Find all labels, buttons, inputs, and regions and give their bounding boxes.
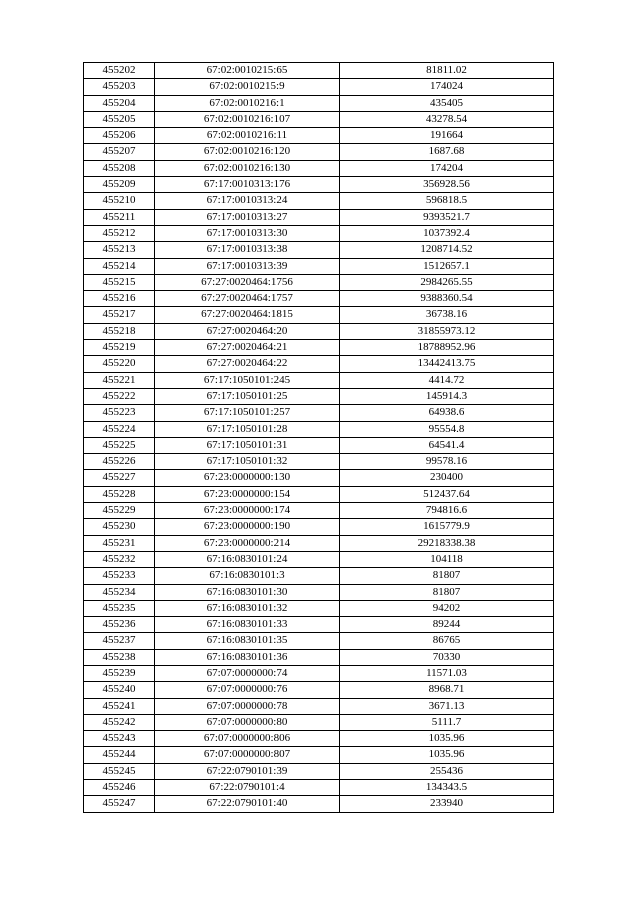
cadastral-number-cell: 67:17:0010313:30 <box>155 225 340 241</box>
table-row <box>84 274 554 290</box>
table-row <box>84 421 554 437</box>
cadastral-number-cell: 67:02:0010216:1 <box>155 95 340 111</box>
row-number-cell: 455212 <box>84 225 155 241</box>
table-row <box>84 796 554 812</box>
row-number-cell: 455222 <box>84 388 155 404</box>
value-cell: 99578.16 <box>340 454 554 470</box>
cadastral-number-cell: 67:22:0790101:39 <box>155 763 340 779</box>
cadastral-number-cell: 67:17:0010313:176 <box>155 177 340 193</box>
cadastral-number-cell: 67:02:0010216:130 <box>155 160 340 176</box>
row-number-cell: 455236 <box>84 617 155 633</box>
row-number-cell: 455226 <box>84 454 155 470</box>
value-cell: 794816.6 <box>340 503 554 519</box>
table-row <box>84 160 554 176</box>
cadastral-number-cell: 67:02:0010215:65 <box>155 63 340 79</box>
table-row <box>84 682 554 698</box>
value-cell: 1512657.1 <box>340 258 554 274</box>
table-row <box>84 291 554 307</box>
cadastral-number-cell: 67:16:0830101:33 <box>155 617 340 633</box>
table-row <box>84 568 554 584</box>
row-number-cell: 455213 <box>84 242 155 258</box>
value-cell: 86765 <box>340 633 554 649</box>
row-number-cell: 455247 <box>84 796 155 812</box>
cadastral-number-cell: 67:07:0000000:80 <box>155 714 340 730</box>
table-row <box>84 111 554 127</box>
row-number-cell: 455230 <box>84 519 155 535</box>
table-row <box>84 763 554 779</box>
table-row <box>84 486 554 502</box>
table-row <box>84 617 554 633</box>
value-cell: 3671.13 <box>340 698 554 714</box>
value-cell: 233940 <box>340 796 554 812</box>
value-cell: 64938.6 <box>340 405 554 421</box>
table-row <box>84 307 554 323</box>
table-row <box>84 258 554 274</box>
table-row <box>84 388 554 404</box>
row-number-cell: 455214 <box>84 258 155 274</box>
cadastral-number-cell: 67:02:0010216:120 <box>155 144 340 160</box>
table-row <box>84 372 554 388</box>
row-number-cell: 455232 <box>84 551 155 567</box>
row-number-cell: 455215 <box>84 274 155 290</box>
value-cell: 95554.8 <box>340 421 554 437</box>
cadastral-number-cell: 67:27:0020464:20 <box>155 323 340 339</box>
value-cell: 134343.5 <box>340 780 554 796</box>
value-cell: 81807 <box>340 568 554 584</box>
value-cell: 9393521.7 <box>340 209 554 225</box>
value-cell: 36738.16 <box>340 307 554 323</box>
table-row <box>84 242 554 258</box>
value-cell: 1037392.4 <box>340 225 554 241</box>
cadastral-number-cell: 67:17:1050101:257 <box>155 405 340 421</box>
value-cell: 31855973.12 <box>340 323 554 339</box>
row-number-cell: 455246 <box>84 780 155 796</box>
row-number-cell: 455240 <box>84 682 155 698</box>
cadastral-number-cell: 67:17:1050101:28 <box>155 421 340 437</box>
cadastral-number-cell: 67:16:0830101:35 <box>155 633 340 649</box>
row-number-cell: 455210 <box>84 193 155 209</box>
value-cell: 1035.96 <box>340 731 554 747</box>
cadastral-number-cell: 67:17:1050101:245 <box>155 372 340 388</box>
cadastral-number-cell: 67:22:0790101:4 <box>155 780 340 796</box>
row-number-cell: 455237 <box>84 633 155 649</box>
row-number-cell: 455225 <box>84 437 155 453</box>
cadastral-number-cell: 67:16:0830101:32 <box>155 600 340 616</box>
cadastral-number-cell: 67:23:0000000:214 <box>155 535 340 551</box>
value-cell: 512437.64 <box>340 486 554 502</box>
value-cell: 94202 <box>340 600 554 616</box>
cadastral-number-cell: 67:16:0830101:24 <box>155 551 340 567</box>
row-number-cell: 455217 <box>84 307 155 323</box>
table-body <box>84 63 554 813</box>
value-cell: 145914.3 <box>340 388 554 404</box>
table-row <box>84 714 554 730</box>
cadastral-number-cell: 67:22:0790101:40 <box>155 796 340 812</box>
value-cell: 191664 <box>340 128 554 144</box>
cadastral-number-cell: 67:23:0000000:130 <box>155 470 340 486</box>
value-cell: 1687.68 <box>340 144 554 160</box>
table-row <box>84 95 554 111</box>
row-number-cell: 455231 <box>84 535 155 551</box>
row-number-cell: 455205 <box>84 111 155 127</box>
row-number-cell: 455207 <box>84 144 155 160</box>
row-number-cell: 455227 <box>84 470 155 486</box>
table-row <box>84 128 554 144</box>
value-cell: 43278.54 <box>340 111 554 127</box>
cadastral-number-cell: 67:02:0010215:9 <box>155 79 340 95</box>
value-cell: 104118 <box>340 551 554 567</box>
value-cell: 11571.03 <box>340 665 554 681</box>
row-number-cell: 455208 <box>84 160 155 176</box>
cadastral-number-cell: 67:07:0000000:74 <box>155 665 340 681</box>
value-cell: 13442413.75 <box>340 356 554 372</box>
cadastral-number-cell: 67:16:0830101:30 <box>155 584 340 600</box>
table-row <box>84 79 554 95</box>
table-row <box>84 535 554 551</box>
value-cell: 174024 <box>340 79 554 95</box>
row-number-cell: 455206 <box>84 128 155 144</box>
table-row <box>84 584 554 600</box>
value-cell: 4414.72 <box>340 372 554 388</box>
value-cell: 29218338.38 <box>340 535 554 551</box>
cadastral-number-cell: 67:16:0830101:3 <box>155 568 340 584</box>
table-row <box>84 209 554 225</box>
table-row <box>84 193 554 209</box>
value-cell: 8968.71 <box>340 682 554 698</box>
value-cell: 70330 <box>340 649 554 665</box>
row-number-cell: 455219 <box>84 340 155 356</box>
row-number-cell: 455203 <box>84 79 155 95</box>
value-cell: 2984265.55 <box>340 274 554 290</box>
value-cell: 5111.7 <box>340 714 554 730</box>
value-cell: 356928.56 <box>340 177 554 193</box>
cadastral-number-cell: 67:16:0830101:36 <box>155 649 340 665</box>
value-cell: 64541.4 <box>340 437 554 453</box>
table-row <box>84 63 554 79</box>
cadastral-number-cell: 67:17:1050101:31 <box>155 437 340 453</box>
cadastral-number-cell: 67:27:0020464:1756 <box>155 274 340 290</box>
row-number-cell: 455239 <box>84 665 155 681</box>
row-number-cell: 455228 <box>84 486 155 502</box>
row-number-cell: 455238 <box>84 649 155 665</box>
table-row <box>84 551 554 567</box>
table-row <box>84 665 554 681</box>
value-cell: 18788952.96 <box>340 340 554 356</box>
table-row <box>84 698 554 714</box>
table-row <box>84 731 554 747</box>
cadastral-number-cell: 67:17:1050101:32 <box>155 454 340 470</box>
value-cell: 81807 <box>340 584 554 600</box>
row-number-cell: 455209 <box>84 177 155 193</box>
row-number-cell: 455216 <box>84 291 155 307</box>
cadastral-number-cell: 67:07:0000000:806 <box>155 731 340 747</box>
row-number-cell: 455220 <box>84 356 155 372</box>
table-row <box>84 780 554 796</box>
row-number-cell: 455233 <box>84 568 155 584</box>
value-cell: 596818.5 <box>340 193 554 209</box>
cadastral-number-cell: 67:23:0000000:190 <box>155 519 340 535</box>
cadastral-number-cell: 67:23:0000000:154 <box>155 486 340 502</box>
cadastral-number-cell: 67:17:0010313:39 <box>155 258 340 274</box>
table-row <box>84 177 554 193</box>
cadastral-number-cell: 67:07:0000000:807 <box>155 747 340 763</box>
value-cell: 435405 <box>340 95 554 111</box>
table-row <box>84 225 554 241</box>
cadastral-number-cell: 67:17:0010313:27 <box>155 209 340 225</box>
table-row <box>84 144 554 160</box>
row-number-cell: 455235 <box>84 600 155 616</box>
table-row <box>84 519 554 535</box>
cadastral-number-cell: 67:07:0000000:78 <box>155 698 340 714</box>
value-cell: 1615779.9 <box>340 519 554 535</box>
row-number-cell: 455204 <box>84 95 155 111</box>
cadastral-number-cell: 67:27:0020464:21 <box>155 340 340 356</box>
cadastral-number-cell: 67:17:0010313:24 <box>155 193 340 209</box>
table-row <box>84 340 554 356</box>
row-number-cell: 455202 <box>84 63 155 79</box>
row-number-cell: 455234 <box>84 584 155 600</box>
row-number-cell: 455245 <box>84 763 155 779</box>
cadastral-value-table <box>83 62 554 813</box>
cadastral-number-cell: 67:27:0020464:1815 <box>155 307 340 323</box>
row-number-cell: 455243 <box>84 731 155 747</box>
table-row <box>84 503 554 519</box>
row-number-cell: 455218 <box>84 323 155 339</box>
table-row <box>84 633 554 649</box>
table-row <box>84 747 554 763</box>
value-cell: 89244 <box>340 617 554 633</box>
row-number-cell: 455241 <box>84 698 155 714</box>
row-number-cell: 455221 <box>84 372 155 388</box>
cadastral-number-cell: 67:17:0010313:38 <box>155 242 340 258</box>
value-cell: 1208714.52 <box>340 242 554 258</box>
table-row <box>84 323 554 339</box>
cadastral-number-cell: 67:23:0000000:174 <box>155 503 340 519</box>
value-cell: 230400 <box>340 470 554 486</box>
row-number-cell: 455211 <box>84 209 155 225</box>
cadastral-number-cell: 67:27:0020464:22 <box>155 356 340 372</box>
value-cell: 81811.02 <box>340 63 554 79</box>
cadastral-number-cell: 67:02:0010216:107 <box>155 111 340 127</box>
value-cell: 174204 <box>340 160 554 176</box>
cadastral-number-cell: 67:02:0010216:11 <box>155 128 340 144</box>
table-row <box>84 470 554 486</box>
value-cell: 255436 <box>340 763 554 779</box>
table-row <box>84 454 554 470</box>
value-cell: 9388360.54 <box>340 291 554 307</box>
row-number-cell: 455244 <box>84 747 155 763</box>
cadastral-number-cell: 67:07:0000000:76 <box>155 682 340 698</box>
row-number-cell: 455229 <box>84 503 155 519</box>
cadastral-number-cell: 67:17:1050101:25 <box>155 388 340 404</box>
table-row <box>84 600 554 616</box>
table-row <box>84 437 554 453</box>
value-cell: 1035.96 <box>340 747 554 763</box>
row-number-cell: 455224 <box>84 421 155 437</box>
table-row <box>84 405 554 421</box>
table-row <box>84 356 554 372</box>
cadastral-number-cell: 67:27:0020464:1757 <box>155 291 340 307</box>
row-number-cell: 455242 <box>84 714 155 730</box>
row-number-cell: 455223 <box>84 405 155 421</box>
table-row <box>84 649 554 665</box>
